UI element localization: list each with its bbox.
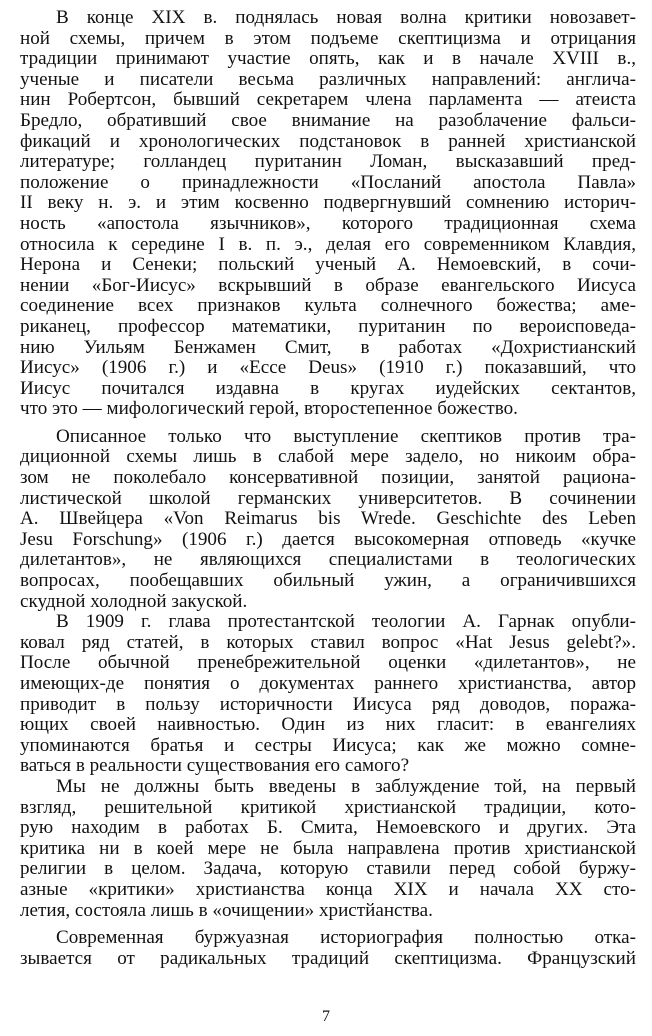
text-line: литературе; голландец пуританин Ломан, высказавший пред- xyxy=(20,152,636,173)
text-line: диционной схемы лишь в слабой мере задело, но никоим обра- xyxy=(20,447,636,468)
text-line: риканец, профессор математики, пуританин по вероисповеда- xyxy=(20,316,636,337)
text-line: зывается от радикальных традиций скептицизма. Французский xyxy=(20,948,636,969)
text-line: критика ни в коей мере не была направлена против христианской xyxy=(20,838,636,859)
text-line: Jesu Forschung» (1906 г.) дается высокомерная отповедь «кучке xyxy=(20,529,636,550)
paragraph-5 xyxy=(20,928,636,969)
text-line: зом не поколебало консервативной позиции, занятой рациона- xyxy=(20,468,636,489)
text-line: В 1909 г. глава протестантской теологии А. Гарнак опубли- xyxy=(56,612,636,633)
text-line: дилетантов», не являющихся специалистами в теологических xyxy=(20,550,636,571)
text-line: Современная буржуазная историография полностью отка- xyxy=(56,928,636,949)
text-line: ющих своей наивностью. Один из них гласит: в евангелиях xyxy=(20,715,636,736)
text-line: фикаций и хронологических подстановок в ранней христианской xyxy=(20,131,636,152)
text-line: Иисус» (1906 г.) и «Ecce Deus» (1910 г.) показавший, что xyxy=(20,358,636,379)
text-line: нию Уильям Бенжамен Смит, в работах «Дохристианский xyxy=(20,337,636,358)
paragraph-4 xyxy=(20,777,636,921)
text-line: Иисус почитался издавна в кругах иудейских сектантов, xyxy=(20,378,636,399)
text-line: азные «критики» христианства конца XIX и начала XX сто- xyxy=(20,879,636,900)
paragraph-1 xyxy=(20,8,636,420)
text-line: религии в целом. Задача, которую ставили перед собой буржу- xyxy=(20,859,636,880)
text-line: что это — мифологический герой, второстепенное божество. xyxy=(20,399,518,420)
page-number: 7 xyxy=(322,1008,330,1025)
paragraph-2 xyxy=(20,427,636,612)
text-line: Нерона и Сенеки; польский ученый А. Немоевский, в сочи- xyxy=(20,255,636,276)
page-body xyxy=(20,8,636,969)
text-line: рую находим в работах Б. Смита, Немоевского и других. Эта xyxy=(20,818,636,839)
text-line: II веку н. э. и этим косвенно подвергнувший сомнению историч- xyxy=(20,193,636,214)
text-line: А. Швейцера «Von Reimarus bis Wrede. Geschichte des Leben xyxy=(20,509,636,530)
text-line: соединение всех признаков культа солнечного божества; аме- xyxy=(20,296,636,317)
text-line: ной схемы, причем в этом подъеме скептицизма и отрицания xyxy=(20,28,636,49)
text-line: относила к середине I в. п. э., делая его современником Клавдия, xyxy=(20,234,636,255)
text-line: вопросах, пообещавших обильный ужин, а ограничившихся xyxy=(20,571,636,592)
text-line: Описанное только что выступление скептиков против тра- xyxy=(56,426,636,447)
text-line: летия, состояла лишь в «очищении» христйанства. xyxy=(20,900,433,921)
text-line: нении «Бог-Иисус» вскрывший в образе евангельского Иисуса xyxy=(20,275,636,296)
text-line: ученые и писатели весьма различных направлений: англича- xyxy=(20,69,636,90)
text-line: нин Робертсон, бывший секретарем члена парламента — атеиста xyxy=(20,90,636,111)
text-line: приводит в пользу историчности Иисуса ряд доводов, поража- xyxy=(20,694,636,715)
text-line: ность «апостола язычников», которого традиционная схема xyxy=(20,213,636,234)
text-line: листической школой германских университетов. В сочинении xyxy=(20,488,636,509)
text-line: Бредло, обративший свое внимание на разоблачение фальси- xyxy=(20,110,636,131)
text-line: Мы не должны быть введены в заблуждение той, на первый xyxy=(56,776,636,797)
text-line: положение о принадлежности «Посланий апостола Павла» xyxy=(20,172,636,193)
text-line: В конце XIX в. поднялась новая волна критики новозавет- xyxy=(56,8,636,28)
text-line: После обычной пренебрежительной оценки «дилетантов», не xyxy=(20,653,636,674)
text-line: ваться в реальности существования его самого? xyxy=(20,756,410,777)
paragraph-3 xyxy=(20,612,636,777)
text-line: ковал ряд статей, в которых ставил вопрос «Hat Jesus gelebt?». xyxy=(20,632,636,653)
text-line: имеющих-де понятия о документах раннего христианства, автор xyxy=(20,674,636,694)
text-line: скудной холодной закуской. xyxy=(20,591,248,612)
text-line: упоминаются братья и сестры Иисуса; как же можно сомне- xyxy=(20,735,636,756)
text-line: традиции принимают участие опять, как и в начале XVIII в., xyxy=(20,49,636,70)
text-line: взгляд, решительной критикой христианской традиции, кото- xyxy=(20,797,636,818)
